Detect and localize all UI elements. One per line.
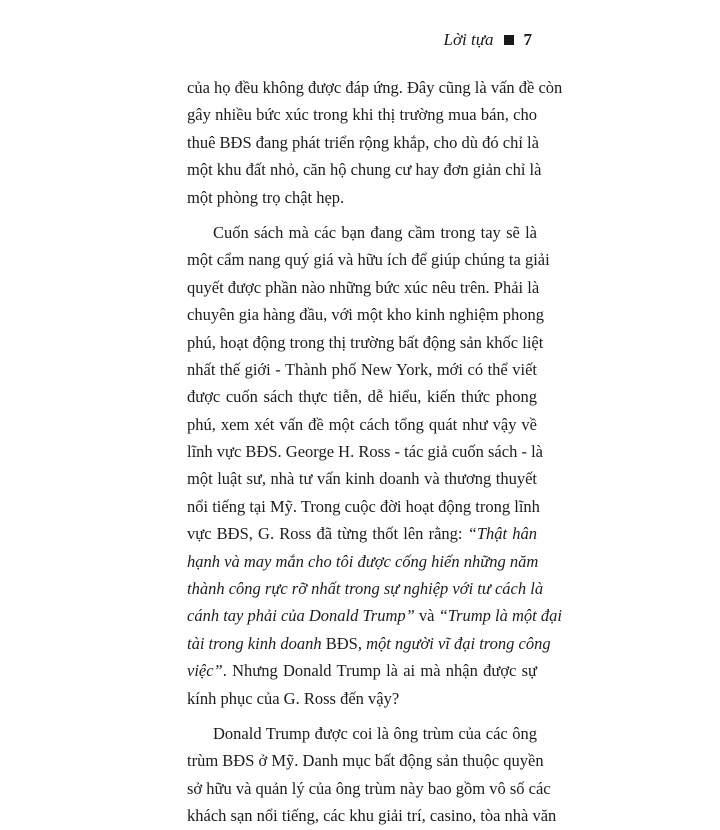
text-segment: BĐS: [321, 633, 358, 653]
quote-segment: việc”: [187, 661, 223, 681]
text-line: trùm BĐS ở Mỹ. Danh mục bất động sản thuộc quyền: [187, 751, 544, 771]
paragraph-2: [187, 219, 562, 712]
paragraph-1: [187, 74, 563, 211]
page-number: 7: [523, 30, 532, 49]
quote-line: hạnh và may mắn cho tôi được cống hiến những năm: [187, 551, 539, 571]
quote-line: thành công rực rỡ nhất trong sự nghiệp với tư cách là: [187, 579, 544, 599]
text-line: nổi tiếng tại Mỹ. Trong cuộc đời hoạt động trong lĩnh: [187, 496, 540, 516]
text-line: một khu đất nhỏ, căn hộ chung cư hay đơn giản chỉ là: [187, 160, 542, 180]
text-segment: và: [414, 606, 439, 626]
text-line: Donald Trump được coi là ông trùm của các ông: [213, 723, 537, 743]
text-segment: vực BĐS, G. Ross đã từng thốt lên rằng:: [187, 524, 468, 544]
text-line: [187, 657, 537, 684]
square-bullet-icon: [504, 35, 514, 45]
text-line: của họ đều không được đáp ứng. Đây cũng là vấn đề còn: [187, 78, 563, 97]
text-line: phú, hoạt động trong thị trường bất động sản khốc liệt: [187, 332, 544, 352]
text-line: một phòng trọ chật hẹp.: [187, 187, 345, 207]
page-body: [187, 74, 563, 830]
text-line: khách sạn nổi tiếng, các khu giải trí, casino, tòa nhà văn: [187, 806, 557, 826]
text-line: một cẩm nang quý giá và hữu ích để giúp chúng ta giải: [187, 250, 550, 270]
text-line: quyết được phần nào những bức xúc nêu trên. Phải là: [187, 277, 540, 297]
text-line: một luật sư, nhà tư vấn kinh doanh và thương thuyết: [187, 469, 537, 489]
quote-segment: “Thật hân: [467, 524, 538, 544]
quote-segment: “Trump là một đại: [438, 606, 562, 626]
text-line: [187, 630, 551, 657]
quote-segment: tài trong kinh doanh: [187, 633, 322, 653]
text-segment: . Nhưng Donald Trump là ai mà nhận được sự: [222, 661, 537, 681]
text-line: sở hữu và quản lý của ông trùm này bao gồm vô số các: [187, 778, 551, 798]
text-line: Cuốn sách mà các bạn đang cầm trong tay sẽ là: [213, 222, 537, 242]
quote-segment: , một người vĩ đại trong công: [357, 633, 551, 653]
text-line: [187, 602, 562, 629]
text-line: phú, xem xét vấn đề một cách tổng quát như vậy về: [187, 414, 537, 434]
running-header: [444, 30, 533, 50]
quote-segment: cánh tay phải của Donald Trump”: [187, 606, 415, 626]
text-line: thuê BĐS đang phát triển rộng khắp, cho dù đó chỉ là: [187, 132, 539, 152]
text-line: được cuốn sách thực tiễn, dễ hiểu, kiến thức phong: [187, 387, 537, 407]
text-line: gây nhiều bức xúc trong khi thị trường mua bán, cho: [187, 105, 537, 125]
text-line: lĩnh vực BĐS. George H. Ross - tác giả cuốn sách - là: [187, 442, 543, 462]
text-line: chuyên gia hàng đầu, với một kho kinh nghiệm phong: [187, 305, 545, 325]
paragraph-3: [187, 720, 557, 830]
chapter-title: Lời tựa: [443, 30, 494, 49]
text-line: kính phục của G. Ross đến vậy?: [187, 688, 400, 708]
text-line: nhất thế giới - Thành phố New York, mới có thể viết: [187, 359, 537, 379]
text-line: [187, 520, 537, 547]
